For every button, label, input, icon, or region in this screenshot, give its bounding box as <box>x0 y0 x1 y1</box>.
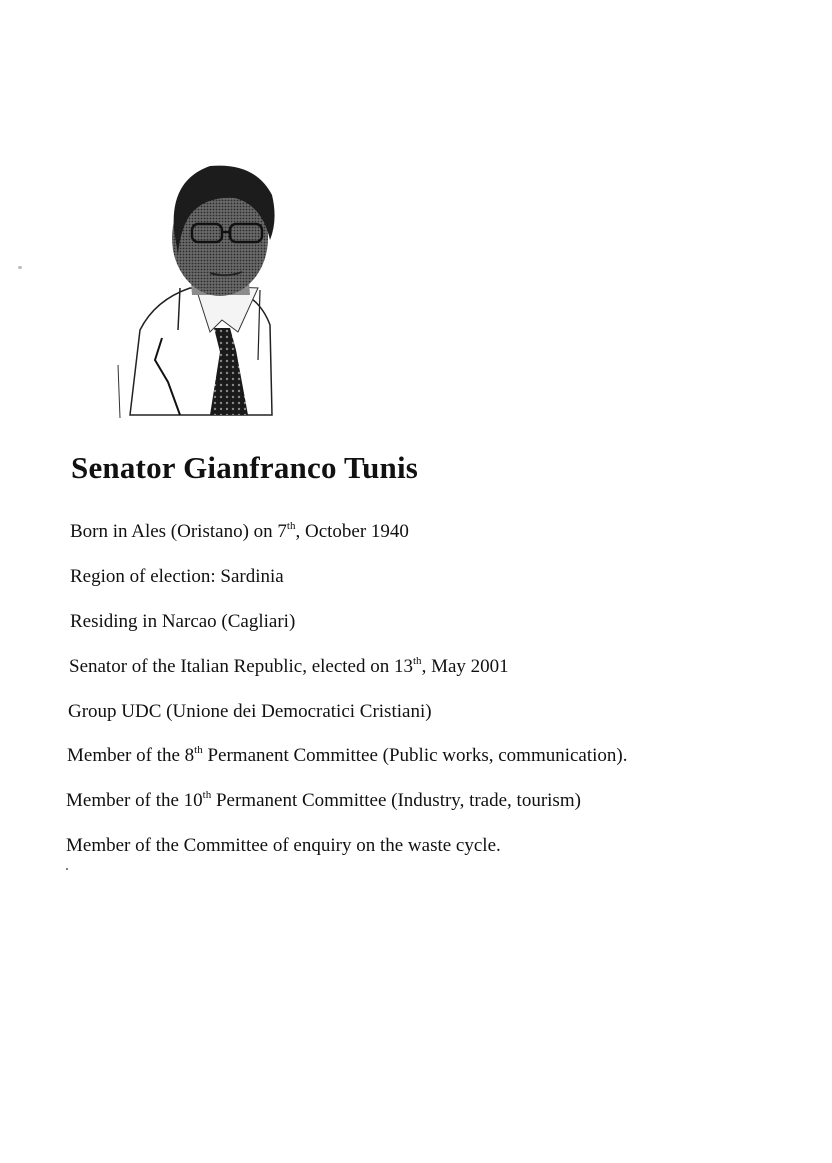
committee-10-line <box>66 791 581 810</box>
group-line: Group UDC (Unione dei Democratici Cristiani) <box>68 701 432 722</box>
scan-speck <box>18 266 22 269</box>
birth-line <box>70 522 409 541</box>
scan-speck <box>66 868 68 870</box>
committee-8-ordinal: th <box>194 744 203 756</box>
committee-8-line <box>67 746 628 765</box>
senator-portrait-photo <box>110 160 300 420</box>
birth-date: , October 1940 <box>295 521 409 542</box>
residence-line: Residing in Narcao (Cagliari) <box>70 611 296 632</box>
committee-10-ordinal: th <box>202 789 212 801</box>
enquiry-committee-line: Member of the Committee of enquiry on the waste cycle. <box>66 835 501 856</box>
committee-10-desc: Permanent Committee (Industry, trade, tourism) <box>211 790 581 811</box>
birth-ordinal: th <box>286 520 296 532</box>
election-ordinal: th <box>413 655 422 667</box>
region-line: Region of election: Sardinia <box>70 566 284 587</box>
committee-10-text: Member of the 10 <box>66 790 203 811</box>
committee-8-text: Member of the 8 <box>67 745 195 766</box>
page-title: Senator Gianfranco Tunis <box>71 450 419 485</box>
election-text: Senator of the Italian Republic, elected on 13 <box>69 656 413 677</box>
birth-text: Born in Ales (Oristano) on 7 <box>70 521 287 542</box>
election-date: , May 2001 <box>421 656 509 677</box>
committee-8-desc: Permanent Committee (Public works, communication). <box>202 745 628 766</box>
election-line <box>69 657 509 676</box>
